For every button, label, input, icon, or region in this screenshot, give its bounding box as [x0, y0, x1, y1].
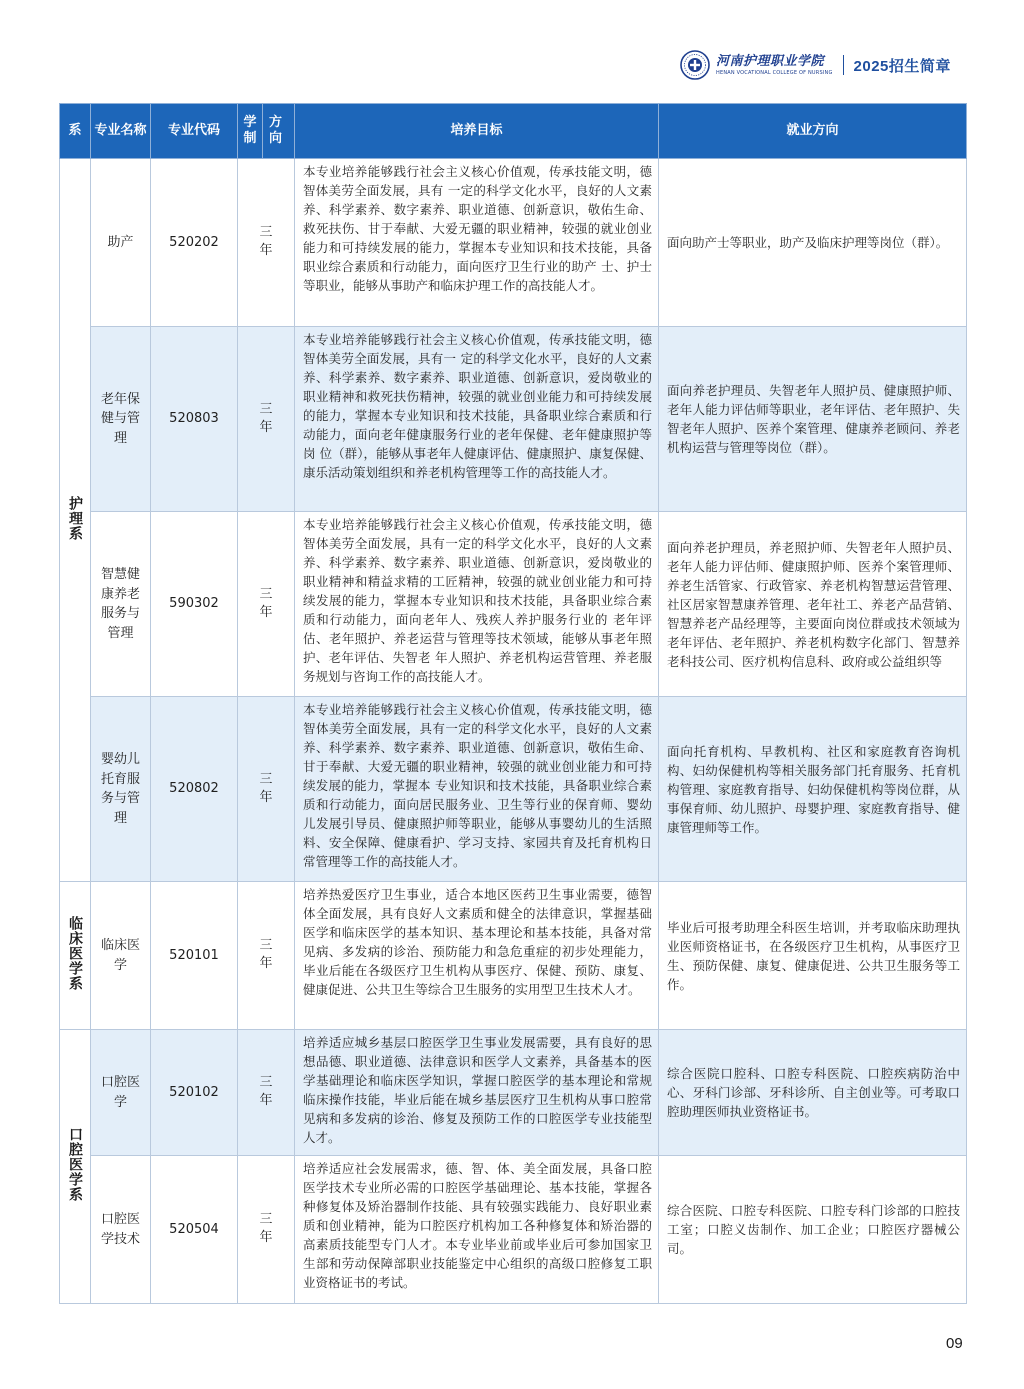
goal-cell: 本专业培养能够践行社会主义核心价值观，传承技能文明，德智体美劳全面发展，具有一定的科学文化水平，良好的人文素养、科学素养、数字素养、职业道德、创新意识，敬佑生命、甘于奉献、大爱无疆的职业精神，较强的就业创业能力和可持续发展的能力，掌握本 专业知识和技术技能，具备职业综合素质和行动能力，面向居民服务业、卫生等行业的保育师、婴幼儿发展引导员、健康照护师等职业，能够从事婴幼儿的生活照料、安全保障、健康看护、学习支持、家园共育及托育机构日常管理等工作的高技能人才。	[295, 697, 659, 882]
job-cell: 面向助产士等职业，助产及临床护理等岗位（群）。	[659, 159, 967, 327]
header-code: 专业代码	[151, 104, 238, 159]
table-row	[60, 159, 967, 327]
job-cell: 毕业后可报考助理全科医生培训，并考取临床助理执业医师资格证书，在各级医疗卫生机构，从事医疗卫生、预防保健、康复、健康促进、公共卫生服务等工作。	[659, 882, 967, 1030]
table-header-row	[60, 104, 967, 159]
job-cell: 面向养老护理员，养老照护师、失智老年人照护员、老年人能力评估师、健康照护师、医养个案管理师、养老生活管家、行政管家、养老机构智慧运营管理、社区居家智慧康养管理、老年社工、养老产品营销、智慧养老产品经理等，主要面向岗位群或技术领域为老年评估、老年照护、养老机构数字化部门、智慧养老科技公司、医疗机构信息科、政府或公益组织等	[659, 512, 967, 697]
job-cell: 面向养老护理员、失智老年人照护员、健康照护师、老年人能力评估师等职业，老年评估、老年照护、失智老年人照护、医养个案管理、健康养老顾问、养老机构运营与管理等岗位（群）。	[659, 327, 967, 512]
goal-cell: 培养适应城乡基层口腔医学卫生事业发展需要，具有良好的思想品德、职业道德、法律意识和医学人文素养，具备基本的医学基础理论和临床医学知识，掌握口腔医学的基本理论和常规临床操作技能，毕业后能在城乡基层医疗卫生机构从事口腔常见病和多发病的诊治、修复及预防工作的口腔医学专业技能型人才。	[295, 1030, 659, 1156]
major-cell: 助产	[91, 159, 151, 327]
goal-cell: 本专业培养能够践行社会主义核心价值观，传承技能文明，德智体美劳全面发展，具有 一定的科学文化水平，良好的人文素养、科学素养、数字素养、职业道德、创新意识，敬佑生命、救死扶伤、甘于奉献、大爱无疆的职业精神，较强的就业创业能力和可持续发展的能力，掌握本专业知识和技术技能，具备职业综合素质和行动能力，面向医疗卫生行业的助产 士、护士等职业，能够从事助产和临床护理工作的高技能人才。	[295, 159, 659, 327]
table-row	[60, 1030, 967, 1156]
code-cell: 520102	[151, 1030, 238, 1156]
job-cell: 面向托育机构、早教机构、社区和家庭教育咨询机构、妇幼保健机构等相关服务部门托育服务、托育机构管理、家庭教育指导、妇幼保健机构等岗位群，从事保育师、幼儿照护、母婴护理、家庭教育指导、健康管理师等工作。	[659, 697, 967, 882]
table-row	[60, 1156, 967, 1304]
goal-cell: 本专业培养能够践行社会主义核心价值观，传承技能文明，德智体美劳全面发展，具有一定的科学文化水平，良好的人文素养、科学素养、数字素养、职业道德、创新意识，爱岗敬业的职业精神和精益求精的工匠精神，较强的就业创业能力和可持续发展的能力，掌握本专业知识和技术技能，具备职业综合素质和行动能力，面向老年人、残疾人养护服务行业的 老年评估、老年照护、养老运营与管理等技术领域，能够从事老年照护、老年评估、失智老 年人照护、养老机构运营管理、养老服务规划与咨询工作的高技能人才。	[295, 512, 659, 697]
duration-cell: 三年	[238, 697, 295, 882]
goal-cell: 培养热爱医疗卫生事业，适合本地区医药卫生事业需要，德智体全面发展，具有良好人文素质和健全的法律意识，掌握基础医学和临床医学的基本知识、基本理论和基本技能，具备对常见病、多发病的诊治、预防能力和急危重症的初步处理能力，毕业后能在各级医疗卫生机构从事医疗、保健、预防、康复、健康促进、公共卫生等综合卫生服务的实用型卫生技术人才。	[295, 882, 659, 1030]
school-emblem-icon	[680, 50, 710, 80]
major-cell: 口腔医学技术	[91, 1156, 151, 1304]
dept-cell-stomatology	[60, 1030, 91, 1304]
header-direction: 方向	[263, 104, 295, 159]
school-name-en: HENAN VOCATIONAL COLLEGE OF NURSING	[716, 69, 833, 76]
school-logo-text	[716, 55, 833, 76]
header-divider	[843, 55, 844, 75]
school-name-cn: 河南护理职业学院	[716, 53, 825, 69]
dept-cell-nursing	[60, 159, 91, 882]
code-cell: 520504	[151, 1156, 238, 1304]
goal-cell: 本专业培养能够践行社会主义核心价值观，传承技能文明，德智体美劳全面发展，具有一 定的科学文化水平，良好的人文素养、科学素养、数字素养、职业道德、创新意识，爱岗敬业的职业精神和救死扶伤精神，较强的就业创业能力和可持续发展的能力，掌握本专业知识和技术技能，具备职业综合素质和行动能力，面向老年健康服务行业的老年保健、老年健康照护等岗 位（群），能够从事老年人健康评估、健康照护、康复保健、康乐活动策划组织和养老机构管理等工作的高技能人才。	[295, 327, 659, 512]
brochure-title: 2025招生简章	[853, 57, 951, 75]
header-job: 就业方向	[659, 104, 967, 159]
code-cell: 520101	[151, 882, 238, 1030]
page-header	[680, 48, 980, 82]
duration-cell: 三年	[238, 327, 295, 512]
header-duration: 学制	[238, 104, 263, 159]
dept-name: 口腔医学系	[67, 1127, 83, 1202]
major-cell: 临床医学	[91, 882, 151, 1030]
duration-cell: 三年	[238, 159, 295, 327]
major-cell: 智慧健康养老服务与管理	[91, 512, 151, 697]
major-cell: 口腔医学	[91, 1030, 151, 1156]
code-cell: 520802	[151, 697, 238, 882]
code-cell: 590302	[151, 512, 238, 697]
table-row	[60, 697, 967, 882]
header-goal: 培养目标	[295, 104, 659, 159]
job-cell: 综合医院口腔科、口腔专科医院、口腔疾病防治中心、牙科门诊部、牙科诊所、自主创业等。可考取口腔助理医师执业资格证书。	[659, 1030, 967, 1156]
duration-cell: 三年	[238, 512, 295, 697]
page-number: 09	[946, 1335, 963, 1352]
job-cell: 综合医院、口腔专科医院、口腔专科门诊部的口腔技工室；口腔义齿制作、加工企业；口腔医疗器械公司。	[659, 1156, 967, 1304]
code-cell: 520202	[151, 159, 238, 327]
duration-cell: 三年	[238, 1030, 295, 1156]
duration-cell: 三年	[238, 882, 295, 1030]
table-row	[60, 882, 967, 1030]
major-cell: 婴幼儿托育服务与管理	[91, 697, 151, 882]
goal-cell: 培养适应社会发展需求，德、智、体、美全面发展，具备口腔医学技术专业所必需的口腔医学基础理论、基本技能，掌握各种修复体及矫治器制作技能、具有较强实践能力、良好职业素质和创业精神，能为口腔医疗机构加工各种修复体和矫治器的高素质技能型专门人才。本专业毕业前或毕业后可参加国家卫生部和劳动保障部职业技能鉴定中心组织的高级口腔修复工职业资格证书的考试。	[295, 1156, 659, 1304]
header-dept: 系	[60, 104, 91, 159]
code-cell: 520803	[151, 327, 238, 512]
dept-cell-clinical	[60, 882, 91, 1030]
dept-name: 临床医学系	[67, 916, 83, 991]
header-major: 专业名称	[91, 104, 151, 159]
dept-name: 护理系	[67, 495, 83, 541]
majors-table	[59, 103, 967, 1304]
table-row	[60, 327, 967, 512]
duration-cell: 三年	[238, 1156, 295, 1304]
table-row	[60, 512, 967, 697]
major-cell: 老年保健与管理	[91, 327, 151, 512]
